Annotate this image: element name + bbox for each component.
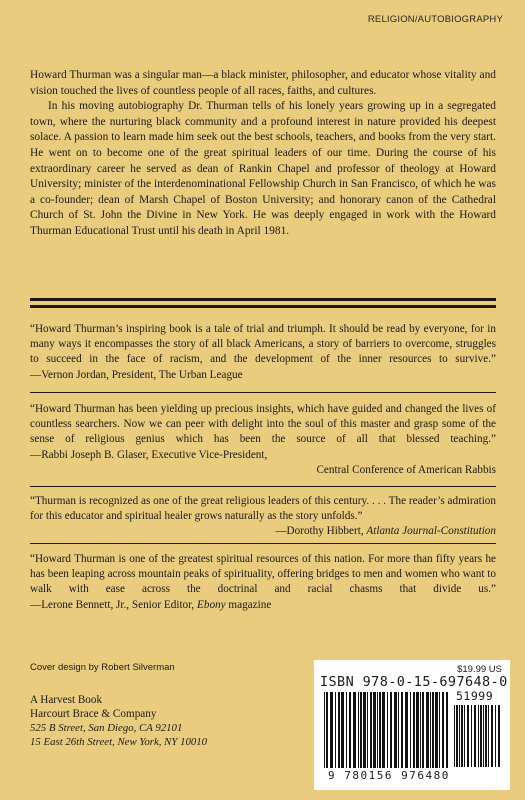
book-description xyxy=(30,68,496,240)
barcode-bar xyxy=(367,692,368,768)
blurb-quote-3 xyxy=(30,494,496,540)
barcode-bar xyxy=(373,692,376,768)
barcode-bar xyxy=(483,705,484,767)
barcode-bar xyxy=(495,705,496,767)
quote-3-text: “Thurman is recognized as one of the great religious leaders of this century. . . . The reader’s admiration for this educator and spiritual healer grows naturally as the story unfolds.” xyxy=(30,495,496,523)
barcode-bar xyxy=(360,692,362,768)
barcode-bar xyxy=(456,705,458,767)
barcode-bar xyxy=(485,705,487,767)
quote-3-attribution: —Dorothy Hibbert, Atlanta Journal-Constitution xyxy=(275,525,496,538)
price-label: $19.99 US xyxy=(457,664,502,675)
barcode-bar xyxy=(422,692,424,768)
barcode-bar xyxy=(467,705,469,767)
ean-barcode xyxy=(324,692,448,772)
barcode-bar xyxy=(398,692,399,768)
barcode-bar xyxy=(405,692,408,768)
barcode-bar xyxy=(330,692,333,768)
barcode-bar xyxy=(379,692,381,768)
blurb-quote-1 xyxy=(30,322,496,383)
cover-design-credit: Cover design by Robert Silverman xyxy=(30,662,175,673)
barcode-bar xyxy=(491,705,493,767)
barcode-bar xyxy=(338,692,340,768)
quote-4-text: “Howard Thurman is one of the greatest spiritual resources of this nation. For more than fifty years he has been leaping across mountain peaks of spirituality, offering bridges to men and women who want to walk with ease across the doctrinal and racial chasms that divide us.” xyxy=(30,553,496,596)
divider-thick-top xyxy=(30,298,496,301)
publisher-name: Harcourt Brace & Company xyxy=(30,708,157,720)
barcode-bar xyxy=(435,692,438,768)
quote-2-attribution-line-1: —Rabbi Joseph B. Glaser, Executive Vice-President, xyxy=(30,448,268,461)
quote-1-text: “Howard Thurman’s inspiring book is a tale of trial and triumph. It should be read by everyone, for in many ways it encompasses the story of all black Americans, a story of barriers to overcome, struggles to succeed in the face of racism, and the development of the inner resources to survive.” xyxy=(30,323,496,366)
addon-barcode xyxy=(454,705,502,769)
barcode-bar xyxy=(461,705,463,767)
barcode-bar xyxy=(442,692,444,768)
barcode-panel xyxy=(314,660,510,790)
barcode-bar xyxy=(349,692,351,768)
divider-3 xyxy=(30,543,496,544)
divider-2 xyxy=(30,486,496,487)
divider-1 xyxy=(30,392,496,393)
description-paragraph-1: Howard Thurman was a singular man—a black minister, philosopher, and educator whose vitality and vision touched the lives of countless people of all races, faiths, and cultures. xyxy=(30,69,496,97)
quote-4-attribution: —Lerone Bennett, Jr., Senior Editor, Ebony magazine xyxy=(30,598,272,611)
publisher-address-1: 525 B Street, San Diego, CA 92101 xyxy=(30,722,183,734)
barcode-bar xyxy=(363,692,366,768)
barcode-bar xyxy=(454,705,455,767)
barcode-bar xyxy=(439,692,440,768)
addon-digits: 51999 xyxy=(456,689,494,703)
barcode-bar xyxy=(394,692,397,768)
category-label: RELIGION/AUTOBIOGRAPHY xyxy=(367,14,503,25)
barcode-bar xyxy=(326,692,328,768)
barcode-bar xyxy=(459,705,460,767)
blurb-quote-2 xyxy=(30,402,496,478)
barcode-bar xyxy=(488,705,489,767)
barcode-bar xyxy=(426,692,429,768)
publisher-address-2: 15 East 26th Street, New York, NY 10010 xyxy=(30,736,208,748)
quote-2-text: “Howard Thurman has been yielding up precious insights, which have guided and changed the lives of countless searchers. Now we can peer with delight into the soul of this master and grasp some of the sense of religious genius which has been the source of all that blessed teaching.” xyxy=(30,403,496,446)
publisher-block xyxy=(30,693,207,749)
barcode-bar xyxy=(353,692,356,768)
blurb-quote-4 xyxy=(30,552,496,613)
barcode-bar xyxy=(382,692,385,768)
quote-1-attribution: —Vernon Jordan, President, The Urban League xyxy=(30,368,243,381)
publisher-imprint: A Harvest Book xyxy=(30,694,103,706)
barcode-bar xyxy=(401,692,403,768)
barcode-bar xyxy=(413,692,415,768)
barcode-bar xyxy=(335,692,336,768)
isbn-label: ISBN 978-0-15-697648-0 xyxy=(320,674,508,690)
barcode-bar xyxy=(446,692,448,768)
quote-2-attribution-line-2: Central Conference of American Rabbis xyxy=(316,463,496,476)
barcode-bar xyxy=(377,692,378,768)
barcode-bar xyxy=(430,692,431,768)
barcode-bar xyxy=(480,705,482,767)
barcode-bar xyxy=(432,692,434,768)
description-paragraph-2: In his moving autobiography Dr. Thurman tells of his lonely years growing up in a segregated town, where the nurturing black community and a profound interest in nature provided his deepest solace. A passion to learn made him seek out the best schools, teachers, and books from the very start. He went on to become one of the great spiritual leaders of our time. During the course of his extraordinary career he served as dean of Rankin Chapel and professor of theology at Howard University; minister of the interdenominational Fellowship Church in San Francisco, of which he was a co-founder; dean of Marsh Chapel of Boston University; and honorary canon of the Cathedral Church of St. John the Divine in New York. He was deeply engaged in work with the Howard Thurman Educational Trust until his death in April 1981. xyxy=(30,100,496,237)
barcode-bar xyxy=(358,692,359,768)
barcode-bar xyxy=(387,692,388,768)
ean-digits: 9 780156 976480 xyxy=(328,769,450,782)
barcode-bar xyxy=(474,705,476,767)
barcode-bar xyxy=(471,705,472,767)
barcode-bar xyxy=(478,705,479,767)
barcode-bar xyxy=(370,692,372,768)
barcode-bar xyxy=(410,692,411,768)
barcode-bar xyxy=(341,692,344,768)
barcode-bar xyxy=(390,692,392,768)
barcode-bar xyxy=(498,705,500,767)
barcode-bar xyxy=(346,692,347,768)
barcode-bar xyxy=(324,692,325,768)
barcode-bar xyxy=(420,692,421,768)
divider-thick-bottom xyxy=(30,305,496,308)
barcode-bar xyxy=(416,692,419,768)
barcode-bar xyxy=(464,705,465,767)
